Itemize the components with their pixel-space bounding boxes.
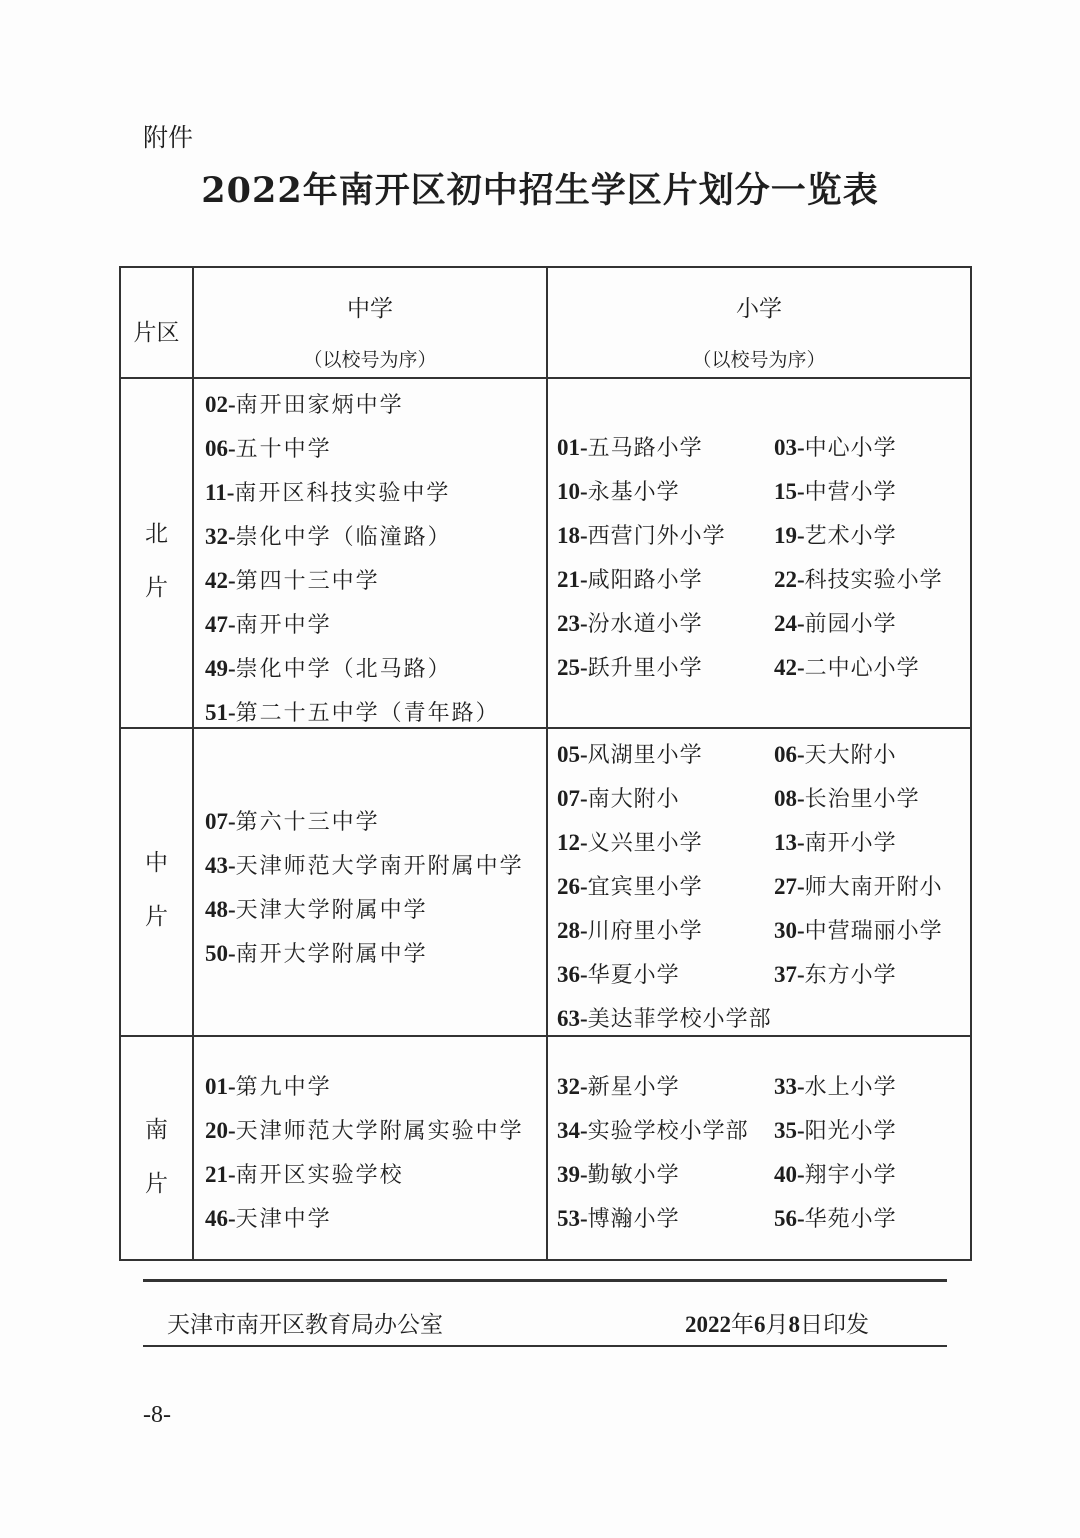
- school-item: [205, 427, 500, 471]
- school-item: [205, 603, 500, 647]
- school-item: [205, 647, 500, 691]
- school-name: 华夏小学: [587, 963, 680, 988]
- school-number: 37-: [774, 962, 805, 987]
- north-primary-schools: [557, 426, 974, 690]
- zone-char: 北: [145, 521, 168, 547]
- date-suffix: 日印发: [800, 1312, 869, 1338]
- school-number: 02-: [205, 392, 236, 417]
- school-item: [774, 953, 974, 997]
- school-number: 22-: [774, 567, 805, 592]
- school-name: 第六十三中学: [235, 810, 380, 835]
- school-number: 50-: [205, 941, 236, 966]
- school-item: [774, 470, 974, 514]
- school-name: 义兴里小学: [587, 831, 703, 856]
- zone-north: [120, 507, 193, 615]
- zone-char: 南: [145, 1117, 168, 1143]
- school-name: 宜宾里小学: [587, 875, 703, 900]
- school-name: 天津师范大学附属实验中学: [235, 1119, 524, 1144]
- table-border: [546, 266, 548, 1261]
- school-number: 63-: [557, 1006, 588, 1031]
- footer-rule-top: [143, 1279, 947, 1282]
- date-unit: 月: [765, 1312, 789, 1338]
- school-name: 永基小学: [587, 480, 680, 505]
- school-number: 56-: [774, 1206, 805, 1231]
- north-middle-schools: [205, 383, 500, 735]
- school-number: 30-: [774, 918, 805, 943]
- school-item: [205, 1065, 524, 1109]
- school-name: 天津大学附属中学: [235, 898, 428, 923]
- school-name: 川府里小学: [587, 919, 703, 944]
- school-number: 28-: [557, 918, 588, 943]
- school-name: 跃升里小学: [587, 656, 703, 681]
- table-border: [119, 377, 972, 379]
- zone-char: 片: [145, 904, 168, 930]
- school-number: 06-: [205, 436, 236, 461]
- school-number: 20-: [205, 1118, 236, 1143]
- school-item: [557, 865, 774, 909]
- school-number: 42-: [205, 568, 236, 593]
- school-item: [774, 1197, 974, 1241]
- school-item: [557, 558, 774, 602]
- school-number: 27-: [774, 874, 805, 899]
- school-number: 18-: [557, 523, 588, 548]
- school-number: 05-: [557, 742, 588, 767]
- school-item: [774, 602, 974, 646]
- school-name: 五十中学: [235, 437, 332, 462]
- school-name: 二中心小学: [804, 656, 920, 681]
- zone-char: 中: [145, 850, 168, 876]
- school-number: 01-: [205, 1074, 236, 1099]
- school-item: [557, 470, 774, 514]
- header-primary: [548, 290, 970, 372]
- school-number: 26-: [557, 874, 588, 899]
- zone-char: 片: [145, 1171, 168, 1197]
- school-number: 19-: [774, 523, 805, 548]
- school-name: 崇化中学（临潼路）: [235, 525, 452, 550]
- school-item: [774, 865, 974, 909]
- school-name: 前园小学: [804, 612, 897, 637]
- school-name: 南开区实验学校: [235, 1163, 404, 1188]
- school-item: [205, 1109, 524, 1153]
- school-name: 天津中学: [235, 1207, 332, 1232]
- school-number: 40-: [774, 1162, 805, 1187]
- table-border: [119, 1259, 972, 1261]
- school-number: 35-: [774, 1118, 805, 1143]
- school-item: [205, 559, 500, 603]
- school-name: 天津师范大学南开附属中学: [235, 854, 524, 879]
- school-item: [774, 646, 974, 690]
- school-number: 33-: [774, 1074, 805, 1099]
- school-item: [557, 777, 774, 821]
- school-name: 中营瑞丽小学: [804, 919, 943, 944]
- school-number: 24-: [774, 611, 805, 636]
- school-number: 08-: [774, 786, 805, 811]
- school-number: 01-: [557, 435, 588, 460]
- school-item: [774, 909, 974, 953]
- school-name: 咸阳路小学: [587, 568, 703, 593]
- school-name: 南开中学: [235, 613, 332, 638]
- school-item: [557, 646, 774, 690]
- school-item: [205, 471, 500, 515]
- footer-issuer: 天津市南开区教育局办公室: [167, 1312, 443, 1338]
- school-name: 第二十五中学（青年路）: [235, 701, 500, 726]
- school-name: 风湖里小学: [587, 743, 703, 768]
- school-item: [205, 800, 524, 844]
- school-name: 南开小学: [804, 831, 897, 856]
- school-item: [557, 1153, 774, 1197]
- school-name: 第四十三中学: [235, 569, 380, 594]
- school-name: 中心小学: [804, 436, 897, 461]
- header-primary-label: 小学: [736, 296, 782, 322]
- school-name: 翔宇小学: [804, 1163, 897, 1188]
- school-number: 11-: [205, 480, 235, 505]
- school-number: 32-: [557, 1074, 588, 1099]
- school-item: [774, 1065, 974, 1109]
- school-item: [205, 844, 524, 888]
- date-unit: 年: [731, 1312, 754, 1338]
- school-item: [774, 514, 974, 558]
- school-name: 西营门外小学: [587, 524, 726, 549]
- school-name: 南开大学附属中学: [235, 942, 428, 967]
- school-item: [557, 426, 774, 470]
- school-number: 39-: [557, 1162, 588, 1187]
- school-name: 博瀚小学: [587, 1207, 680, 1232]
- school-name: 东方小学: [804, 963, 897, 988]
- south-middle-schools: [205, 1065, 524, 1241]
- school-name: 华苑小学: [804, 1207, 897, 1232]
- school-item: [774, 558, 974, 602]
- school-item: [557, 909, 774, 953]
- table-border: [119, 266, 972, 268]
- school-item: [205, 888, 524, 932]
- school-number: 10-: [557, 479, 588, 504]
- date-day: 8: [788, 1312, 800, 1337]
- school-name: 实验学校小学部: [587, 1119, 749, 1144]
- school-number: 46-: [205, 1206, 236, 1231]
- school-item: [774, 1109, 974, 1153]
- school-item: [557, 514, 774, 558]
- school-number: 15-: [774, 479, 805, 504]
- school-name: 长治里小学: [804, 787, 920, 812]
- school-name: 天大附小: [804, 743, 897, 768]
- school-item: [774, 426, 974, 470]
- school-number: 42-: [774, 655, 805, 680]
- school-item: [557, 997, 774, 1041]
- footer-rule-bottom: [143, 1345, 947, 1347]
- school-item: [557, 1197, 774, 1241]
- school-number: 32-: [205, 524, 236, 549]
- school-number: 53-: [557, 1206, 588, 1231]
- document-title: 2022年南开区初中招生学区片划分一览表: [201, 170, 879, 211]
- school-number: 23-: [557, 611, 588, 636]
- school-name: 五马路小学: [587, 436, 703, 461]
- school-item: [774, 1153, 974, 1197]
- header-zone: 片区: [133, 320, 180, 346]
- school-number: 47-: [205, 612, 236, 637]
- school-name: 水上小学: [804, 1075, 897, 1100]
- school-item: [774, 777, 974, 821]
- school-number: 51-: [205, 700, 236, 725]
- school-name: 艺术小学: [804, 524, 897, 549]
- school-item: [557, 821, 774, 865]
- school-item: [557, 1109, 774, 1153]
- school-name: 师大南开附小: [804, 875, 943, 900]
- school-item: [557, 1065, 774, 1109]
- school-number: 13-: [774, 830, 805, 855]
- header-middle-note: （以校号为序）: [303, 349, 437, 371]
- school-item: [557, 602, 774, 646]
- school-number: 07-: [205, 809, 236, 834]
- school-name: 南开田家炳中学: [235, 393, 404, 418]
- school-name: 中营小学: [804, 480, 897, 505]
- header-middle: [194, 290, 546, 372]
- zone-middle: [120, 836, 193, 944]
- school-name: 南大附小: [587, 787, 680, 812]
- school-name: 科技实验小学: [804, 568, 943, 593]
- school-number: 34-: [557, 1118, 588, 1143]
- school-item: [205, 515, 500, 559]
- school-name: 勤敏小学: [587, 1163, 680, 1188]
- school-number: 03-: [774, 435, 805, 460]
- school-item: [557, 953, 774, 997]
- school-number: 36-: [557, 962, 588, 987]
- school-number: 25-: [557, 655, 588, 680]
- header-middle-label: 中学: [347, 296, 393, 322]
- zone-char: 片: [145, 575, 168, 601]
- school-number: 07-: [557, 786, 588, 811]
- footer-date: [685, 1306, 869, 1339]
- attachment-label: 附件: [143, 123, 194, 152]
- school-name: 汾水道小学: [587, 612, 703, 637]
- school-number: 21-: [205, 1162, 236, 1187]
- school-item: [557, 733, 774, 777]
- school-item: [205, 691, 500, 735]
- school-item: [205, 932, 524, 976]
- school-item: [205, 383, 500, 427]
- date-year: 2022: [685, 1312, 731, 1337]
- school-item: [205, 1153, 524, 1197]
- school-name: 新星小学: [587, 1075, 680, 1100]
- school-name: 崇化中学（北马路）: [235, 657, 452, 682]
- south-primary-schools: [557, 1065, 974, 1241]
- school-number: 06-: [774, 742, 805, 767]
- header-primary-note: （以校号为序）: [692, 349, 826, 371]
- zone-south: [120, 1103, 193, 1211]
- school-name: 美达菲学校小学部: [587, 1007, 772, 1032]
- school-number: 43-: [205, 853, 236, 878]
- central-middle-schools: [205, 800, 524, 976]
- central-primary-schools: [557, 733, 974, 1041]
- school-name: 南开区科技实验中学: [234, 481, 451, 506]
- page-number: -8-: [143, 1402, 171, 1428]
- school-item: [774, 733, 974, 777]
- school-number: 12-: [557, 830, 588, 855]
- school-number: 48-: [205, 897, 236, 922]
- school-name: 阳光小学: [804, 1119, 897, 1144]
- school-name: 第九中学: [235, 1075, 332, 1100]
- school-number: 21-: [557, 567, 588, 592]
- school-number: 49-: [205, 656, 236, 681]
- date-month: 6: [754, 1312, 766, 1337]
- school-item: [774, 821, 974, 865]
- school-item: [205, 1197, 524, 1241]
